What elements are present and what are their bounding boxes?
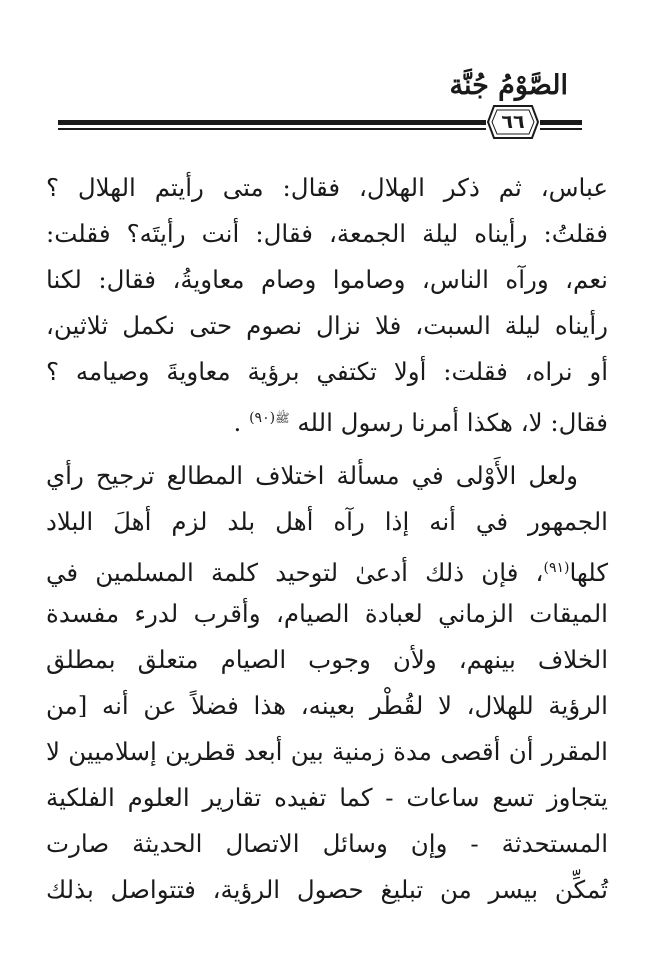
text-line: ولعل الأَوْلى في مسألة اختلاف المطالع ترجيح رأي: [46, 461, 578, 490]
text-line: نعم، ورآه الناس، وصاموا وصام معاويةُ، فقال: لكنا: [46, 265, 608, 294]
text-line: رأيناه ليلة السبت، فلا نزال نصوم حتى نكمل ثلاثين،: [46, 311, 608, 340]
book-title: الصَّوْمُ جُنَّة: [449, 70, 568, 101]
text-line: الرؤية للهلال، لا لقُطْر بعينه، هذا فضلاً عن أنه [من: [46, 691, 608, 720]
header-rule-right: [540, 112, 582, 138]
page-number: ٦٦: [501, 111, 525, 133]
text-segment: كلها: [569, 558, 608, 588]
text-line: المقرر أن أقصى مدة زمنية بين أبعد قطرين إسلاميين لا: [46, 737, 608, 766]
text-line: تُمكِّن بيسر من تبليغ حصول الرؤية، فتتواصل بذلك: [46, 875, 608, 904]
text-line: الميقات الزماني لعبادة الصيام، وأقرب لدرء مفسدة: [46, 599, 608, 628]
header-rule-left: [58, 112, 486, 138]
text-line: [46, 395, 608, 441]
body-text: [46, 165, 608, 913]
text-line: أو نراه، فقلت: أولا تكتفي برؤية معاويةَ وصيامه ؟: [46, 357, 608, 386]
text-line: المستحدثة - وإن وسائل الاتصال الحديثة صارت: [46, 829, 608, 858]
text-line: [46, 545, 608, 591]
page-number-frame: [486, 102, 540, 142]
footnote-marker: (٩١): [543, 560, 570, 576]
text-line: يتجاوز تسع ساعات - كما تفيده تقارير العلوم الفلكية: [46, 783, 608, 812]
text-segment: ، فإن ذلك أدعىٰ لتوحيد كلمة المسلمين في: [46, 558, 544, 588]
blessing-glyph: ﷺ: [275, 411, 290, 425]
page-header: [0, 0, 660, 150]
text-segment: فقال: لا، هكذا أمرنا رسول الله: [297, 408, 608, 438]
text-segment: .: [233, 408, 250, 438]
text-line: الجمهور في أنه إذا رآه أهل بلد لزم أهلَ البلاد: [46, 507, 608, 536]
footnote-marker: (٩٠): [249, 410, 276, 426]
text-line: الخلاف بينهم، ولأن وجوب الصيام متعلق بمطلق: [46, 645, 608, 674]
text-line: عباس، ثم ذكر الهلال، فقال: متى رأيتم الهلال ؟: [46, 173, 608, 202]
text-line: فقلتُ: رأيناه ليلة الجمعة، فقال: أنت رأيتَه؟ فقلت:: [46, 219, 608, 248]
